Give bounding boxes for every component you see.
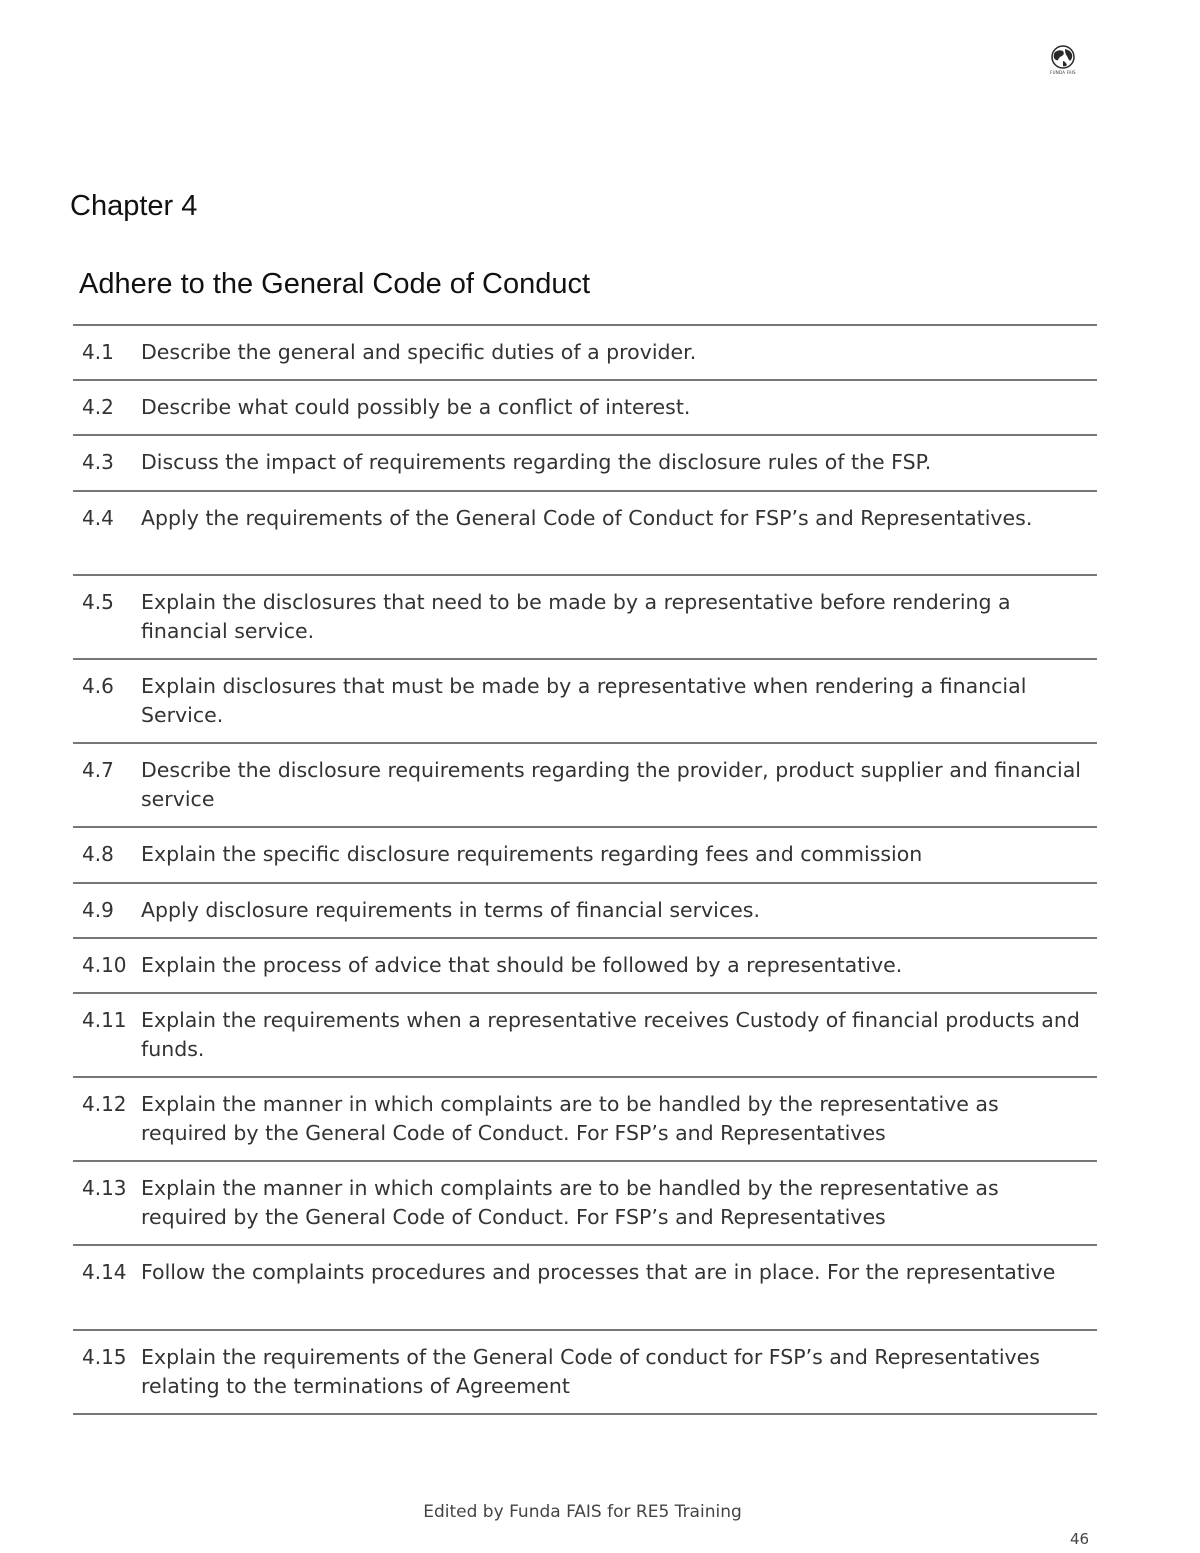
- outcome-number: 4.13: [82, 1176, 127, 1201]
- outcome-row: [73, 492, 1097, 576]
- outcome-number: 4.8: [82, 842, 114, 867]
- outcome-row: [73, 1331, 1097, 1415]
- outcome-text: Explain the process of advice that should be followed by a representative.: [141, 952, 903, 977]
- outcome-text: Apply the requirements of the General Code of Conduct for FSP’s and Representatives.: [141, 505, 1033, 530]
- outcome-row: [73, 884, 1097, 939]
- outcome-row: [73, 994, 1097, 1078]
- page-footer: Edited by Funda FAIS for RE5 Training: [423, 1502, 742, 1522]
- outcome-number: 4.4: [82, 505, 114, 530]
- outcome-number: 4.6: [82, 673, 114, 698]
- outcome-number: 4.15: [82, 1344, 127, 1369]
- outcome-text: Explain the manner in which complaints are to be handled by the representative as required by the General Code of Conduct. For FSP’s and Representatives: [141, 1092, 999, 1146]
- logo: [1044, 44, 1082, 78]
- outcome-number: 4.11: [82, 1007, 127, 1032]
- outcome-text: Discuss the impact of requirements regarding the disclosure rules of the FSP.: [141, 450, 932, 475]
- outcome-text: Explain the requirements of the General Code of conduct for FSP’s and Representatives relating to the terminations of Agreement: [141, 1344, 1040, 1398]
- chapter-label: Chapter 4: [70, 190, 198, 222]
- outcome-row: [73, 1246, 1097, 1330]
- outcome-row: [73, 326, 1097, 381]
- outcome-text: Describe the general and specific duties of a provider.: [141, 340, 697, 364]
- logo-text: FUNDA FAIS: [1050, 70, 1076, 75]
- outcome-row: [73, 576, 1097, 660]
- outcome-row: [73, 1078, 1097, 1162]
- outcome-row: [73, 436, 1097, 491]
- outcome-number: 4.9: [82, 897, 114, 922]
- outcome-text: Describe the disclosure requirements regarding the provider, product supplier and financial service: [141, 758, 1081, 812]
- outcome-row: [73, 939, 1097, 994]
- outcome-text: Explain the manner in which complaints are to be handled by the representative as required by the General Code of Conduct. For FSP’s and Representatives: [141, 1176, 999, 1230]
- outcome-number: 4.1: [82, 340, 114, 364]
- page-number: 46: [1070, 1530, 1090, 1548]
- outcome-text: Explain disclosures that must be made by a representative when rendering a financial Service.: [141, 673, 1027, 727]
- outcome-number: 4.10: [82, 952, 127, 977]
- outcome-row: [73, 744, 1097, 828]
- outcome-number: 4.3: [82, 450, 114, 475]
- outcome-number: 4.7: [82, 758, 114, 783]
- outcome-text: Explain the disclosures that need to be made by a representative before rendering a financial service.: [141, 589, 1011, 643]
- outcome-row: [73, 381, 1097, 436]
- outcome-text: Explain the specific disclosure requirements regarding fees and commission: [141, 842, 923, 867]
- outcome-number: 4.14: [82, 1260, 127, 1285]
- outcome-text: Follow the complaints procedures and processes that are in place. For the representative: [141, 1260, 1056, 1285]
- outcome-text: Explain the requirements when a representative receives Custody of financial products and funds.: [141, 1007, 1080, 1061]
- outcome-row: [73, 828, 1097, 883]
- outcome-text: Apply disclosure requirements in terms of financial services.: [141, 897, 760, 922]
- outcome-row: [73, 1162, 1097, 1246]
- outcome-number: 4.5: [82, 589, 114, 614]
- outcome-text: Describe what could possibly be a conflict of interest.: [141, 395, 691, 420]
- outcomes-table: [73, 324, 1097, 1415]
- chapter-heading: Adhere to the General Code of Conduct: [79, 268, 591, 300]
- outcome-number: 4.12: [82, 1092, 127, 1117]
- outcome-row: [73, 660, 1097, 744]
- outcome-number: 4.2: [82, 395, 114, 420]
